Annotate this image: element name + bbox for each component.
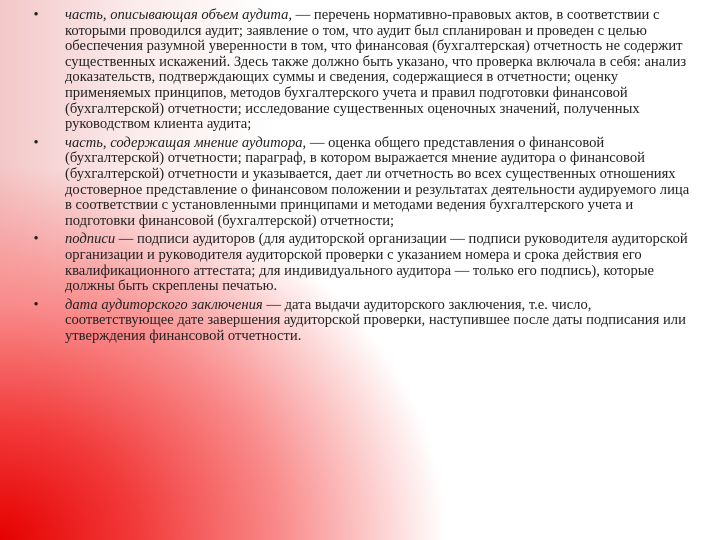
item-text: — подписи аудиторов (для аудиторской организации — подписи руководителя аудиторской организации и руководителя аудиторской проверки с указанием номера и срока действия его квалификационного аттестата; для индивидуального аудитора — только его подпись), которые должны быть скреплены печатью. — [65, 231, 688, 295]
item-term: дата аудиторского заключения — [65, 296, 263, 313]
bullet-list — [30, 8, 690, 344]
list-item-scope — [30, 8, 690, 133]
bullet-icon: • — [33, 231, 39, 248]
item-term: часть, содержащая мнение аудитора, — [65, 134, 307, 151]
item-term: часть, описывающая объем аудита, — [65, 7, 293, 23]
bullet-icon: • — [33, 7, 39, 23]
list-item-opinion — [30, 136, 690, 230]
bullet-icon: • — [33, 296, 39, 313]
item-term: подписи — [65, 231, 116, 248]
list-item-signatures — [30, 232, 690, 294]
bullet-icon: • — [33, 134, 39, 151]
item-text: — дата выдачи аудиторского заключения, т.е. число, соответствующее дате завершения аудиторской проверки, наступившее после даты подписания или утверждения финансовой отчетности. — [65, 296, 686, 344]
list-item-date — [30, 298, 690, 345]
item-text: — оценка общего представления о финансовой (бухгалтерской) отчетности; параграф, в котором выражается мнение аудитора о финансовой (бухгалтерской) отчетности и указывается, дает ли отчетность во всех существенных отношениях достоверное представление о финансовом положении и результатах деятельности аудируемого лица в соответствии с установленными принципами и методами ведения бухгалтерского учета и подготовки финансовой (бухгалтерской) отчетности; — [65, 134, 690, 229]
item-text: — перечень нормативно-правовых актов, в соответствии с которыми проводился аудит; заявление о том, что аудит был спланирован и проведен с целью обеспечения разумной уверенности в том, что финансовая (бухгалтерская) отчетность не содержит существенных искажений. Здесь также должно быть указано, что проверка включала в себя: анализ доказательств, подтверждающих суммы и сведения, содержащиеся в отчетности; оценку применяемых принципов, методов бухгалтерского учета и правил подготовки финансовой (бухгалтерской) отчетности; исследование существенных оценочных значений, полученных руководством клиента аудита; — [65, 7, 687, 133]
slide-body — [30, 8, 690, 347]
